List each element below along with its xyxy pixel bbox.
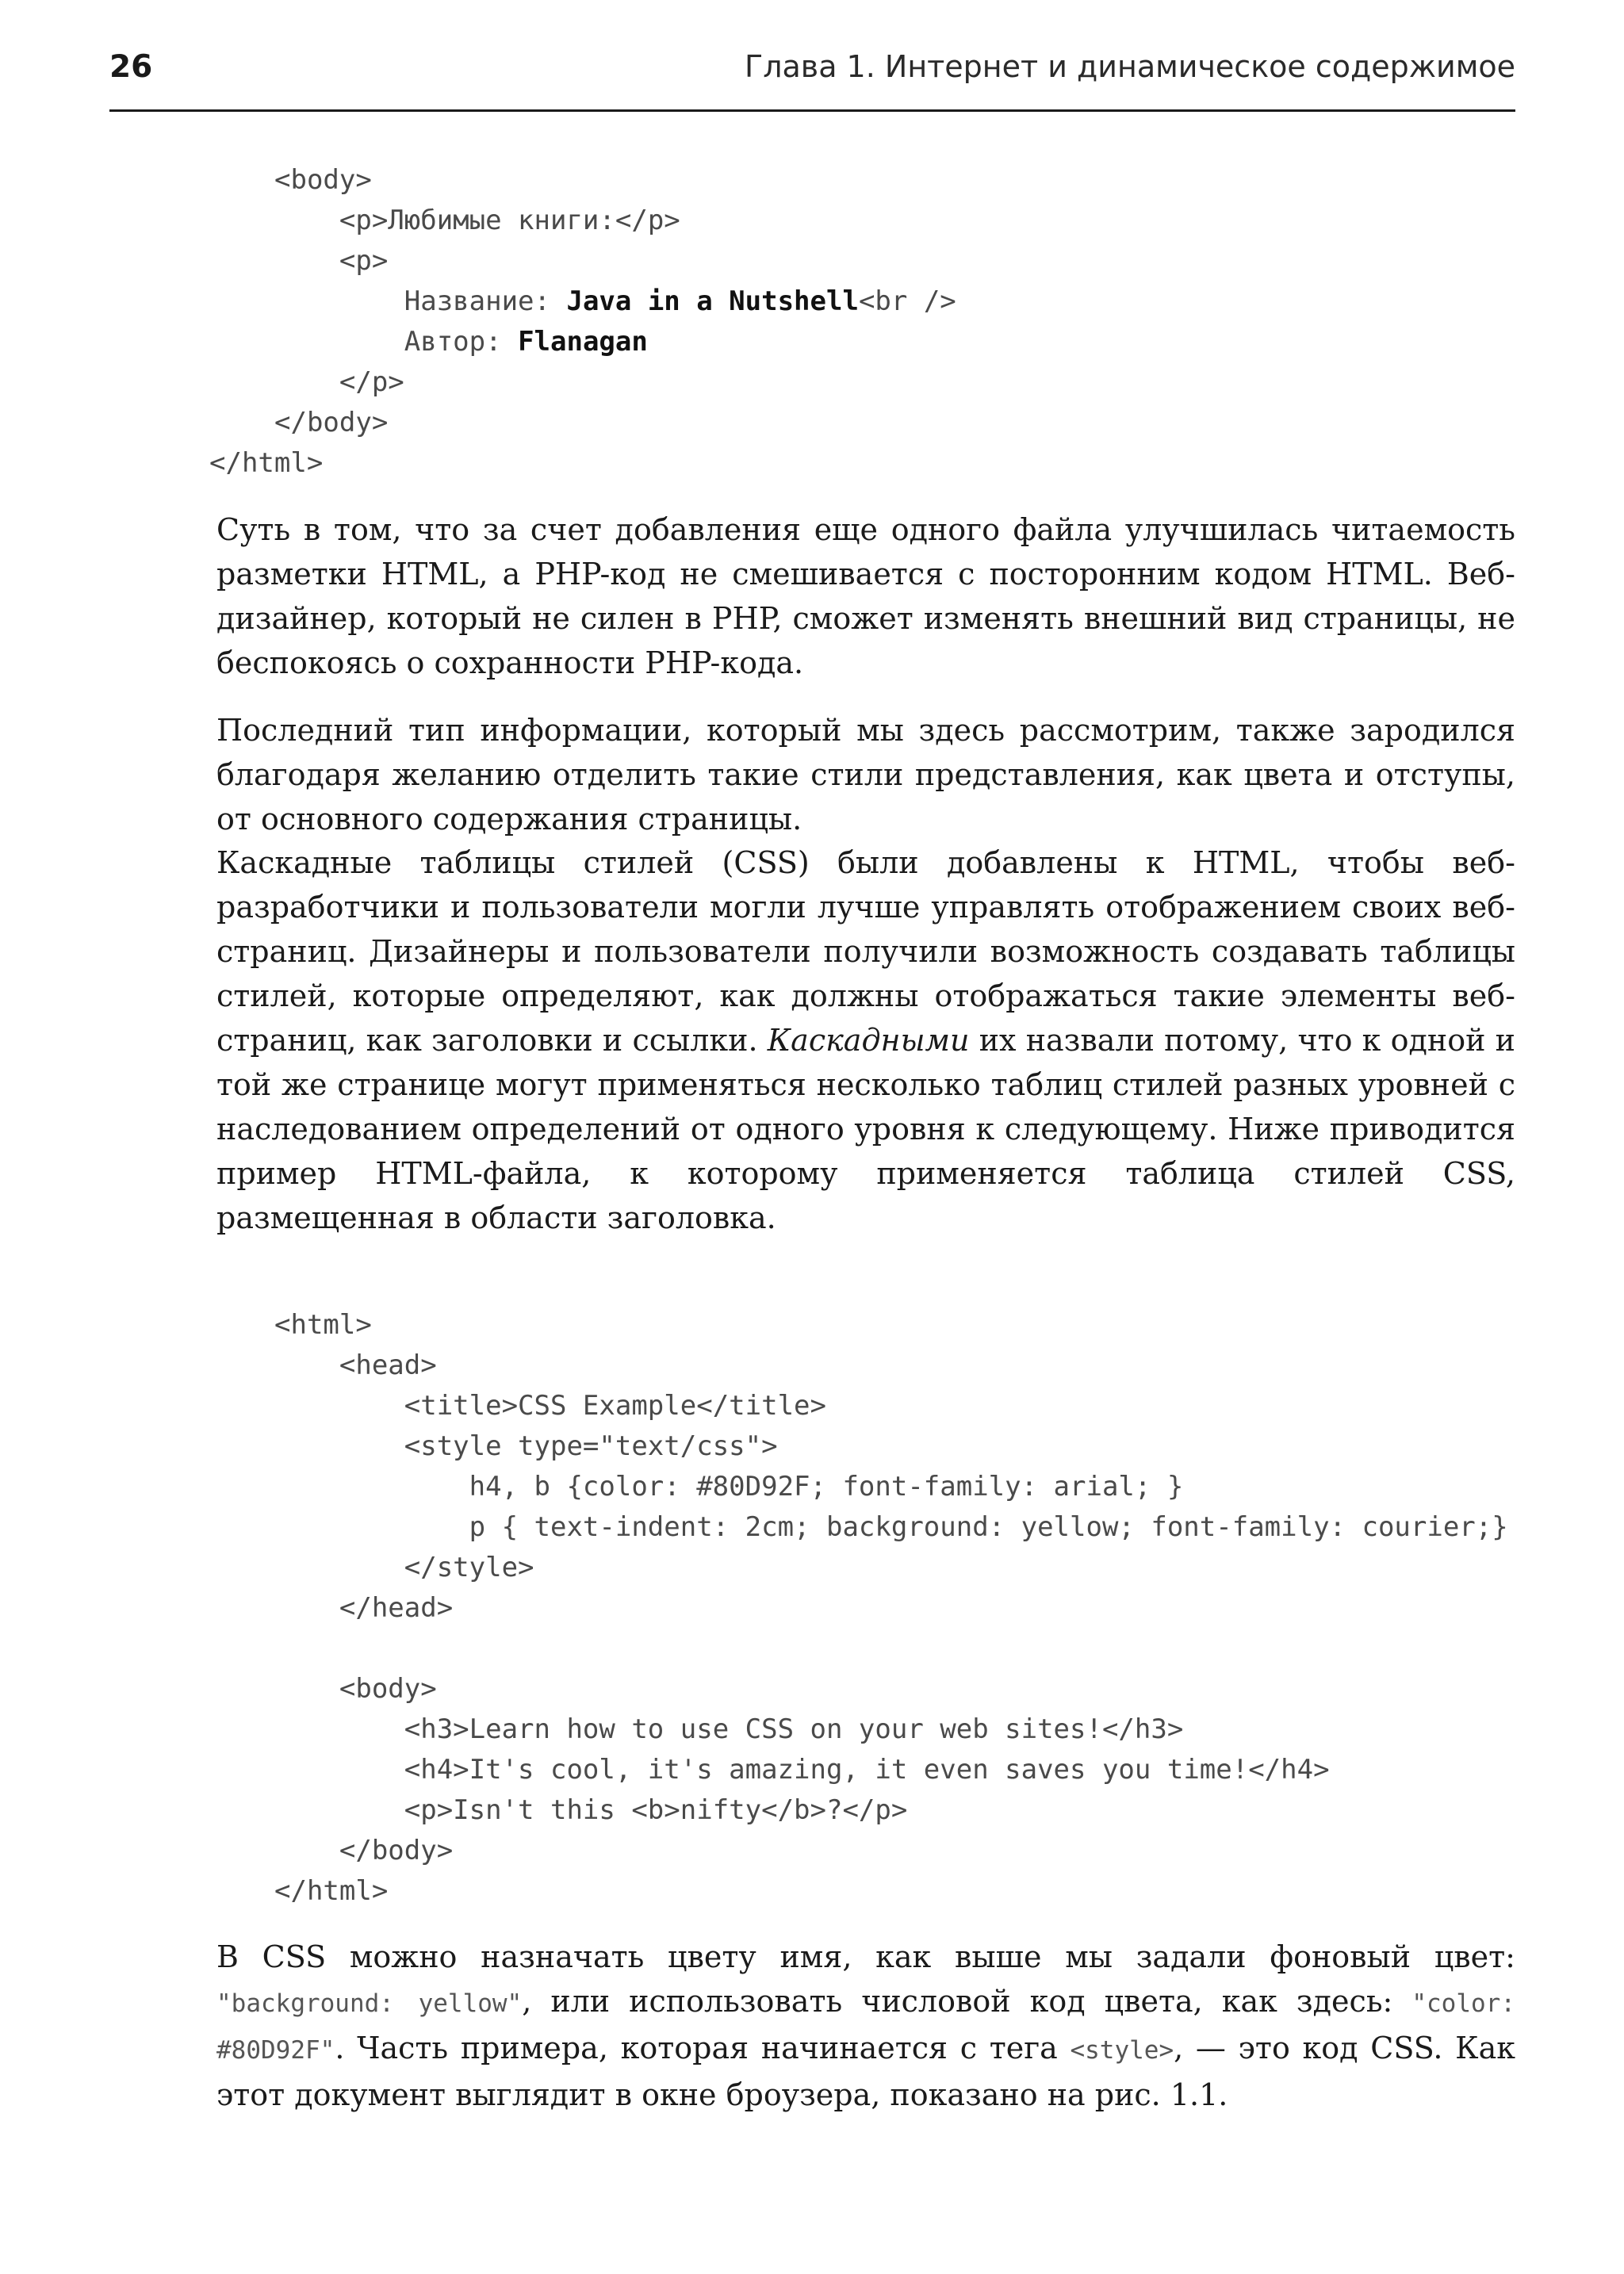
code-text: <html> [274, 1309, 372, 1341]
code-text: </body> [274, 407, 389, 438]
code-text: <h4>It's cool, it's amazing, it even saves you time!</h4> [404, 1754, 1330, 1786]
code-text: <p>Isn't this <b>nifty</b>?</p> [404, 1794, 908, 1826]
code-text: p { text-indent: 2cm; background: yellow; font-family: courier;} [469, 1511, 1508, 1543]
code-text: Название: [404, 285, 567, 317]
code-listing-css-example [274, 1305, 1508, 1912]
code-bold-value: Flanagan [518, 326, 648, 358]
code-line [274, 1588, 1508, 1629]
code-line [274, 1426, 1508, 1467]
inline-code-style-tag: <style> [1070, 2036, 1174, 2065]
code-listing-html-template [209, 160, 956, 484]
code-line [274, 1750, 1508, 1790]
code-line [274, 1548, 1508, 1588]
code-line [274, 281, 956, 322]
cascading-italic-term: Каскадными [767, 1023, 970, 1058]
code-text: </head> [339, 1592, 454, 1624]
code-line [274, 201, 956, 241]
page-number: 26 [109, 49, 153, 85]
code-text: <title>CSS Example</title> [404, 1390, 826, 1422]
colors-text-part-1: В CSS можно назначать цвету имя, как выше мы задали фоновый цвет: [216, 1939, 1515, 1974]
code-text: <h3>Learn how to use CSS on your web sites!</h3> [404, 1713, 1184, 1745]
code-text: <style type="text/css"> [404, 1430, 778, 1462]
paragraph-styles-intro: Последний тип информации, который мы здесь рассмотрим, также зародился благодаря желанию отделить такие стили представления, как цвета и отступы, от основного содержания страницы. [216, 713, 1515, 836]
code-line [274, 1467, 1508, 1507]
code-text: <p>Любимые книги:</p> [339, 205, 680, 236]
css-text-part-1: Каскадные таблицы стилей (CSS) были добавлены к HTML, чтобы веб-разработчики и пользователи могли лучше управлять отображением своих веб-страниц. Дизайнеры и пользователи получили возможность создавать таблицы стилей, которые определяют, как должны отображаться такие элементы веб-страниц, как заголовки и ссылки. [216, 845, 1515, 1058]
code-line [274, 1790, 1508, 1831]
code-text: <p> [339, 245, 389, 277]
code-line [274, 160, 956, 201]
code-line [274, 322, 956, 362]
code-line [274, 1871, 1508, 1912]
code-line [209, 443, 956, 484]
code-text: </body> [339, 1835, 454, 1866]
code-text: </html> [274, 1875, 389, 1907]
code-text: <br /> [858, 285, 956, 317]
code-text: </p> [339, 366, 404, 398]
colors-text-part-4: , — это код CSS. Как этот документ выглядит в окне броузера, показано на рис. 1.1. [216, 2031, 1515, 2112]
code-line [274, 1709, 1508, 1750]
code-line [274, 1629, 1508, 1669]
colors-text-part-2: , или использовать числовой код цвета, как здесь: [522, 1984, 1412, 2019]
inline-code-background: "background: yellow" [216, 1989, 523, 2018]
code-line [274, 1386, 1508, 1426]
code-text: </html> [209, 447, 324, 479]
code-line [274, 403, 956, 443]
code-text: <body> [274, 164, 372, 196]
paragraph-readability: Суть в том, что за счет добавления еще одного файла улучшилась читаемость разметки HTML, а PHP-код не смешивается с посторонним кодом HTML. Веб-дизайнер, который не силен в PHP, сможет изменять внешний вид страницы, не беспокоясь о сохранности PHP-кода. [216, 512, 1515, 680]
paragraph-css-colors [216, 1935, 1515, 2117]
chapter-title: Глава 1. Интернет и динамическое содержимое [745, 49, 1515, 84]
code-line [274, 1669, 1508, 1709]
code-text: <head> [339, 1349, 437, 1381]
code-line [274, 1305, 1508, 1346]
code-line [274, 1507, 1508, 1548]
colors-text-part-3: . Часть примера, которая начинается с тега [335, 2031, 1071, 2065]
inline-code-color: "color: #80D92F" [216, 1989, 1515, 2065]
running-header [109, 46, 1515, 112]
code-line [274, 1346, 1508, 1386]
code-text: Автор: [404, 326, 519, 358]
code-line [274, 241, 956, 281]
code-text: h4, b {color: #80D92F; font-family: arial; } [469, 1471, 1184, 1503]
code-text: </style> [404, 1552, 534, 1583]
code-bold-value: Java in a Nutshell [566, 285, 859, 317]
code-line [274, 1831, 1508, 1871]
code-line [274, 362, 956, 403]
paragraph-css-description [216, 840, 1515, 1240]
code-text: <body> [339, 1673, 437, 1705]
css-text-part-2: их назвали потому, что к одной и той же странице могут применяться несколько таблиц стилей разных уровней с наследованием определений от одного уровня к следующему. Ниже приводится пример HTML-файла, к которому применяется таблица стилей CSS, размещенная в области заголовка. [216, 1023, 1515, 1235]
